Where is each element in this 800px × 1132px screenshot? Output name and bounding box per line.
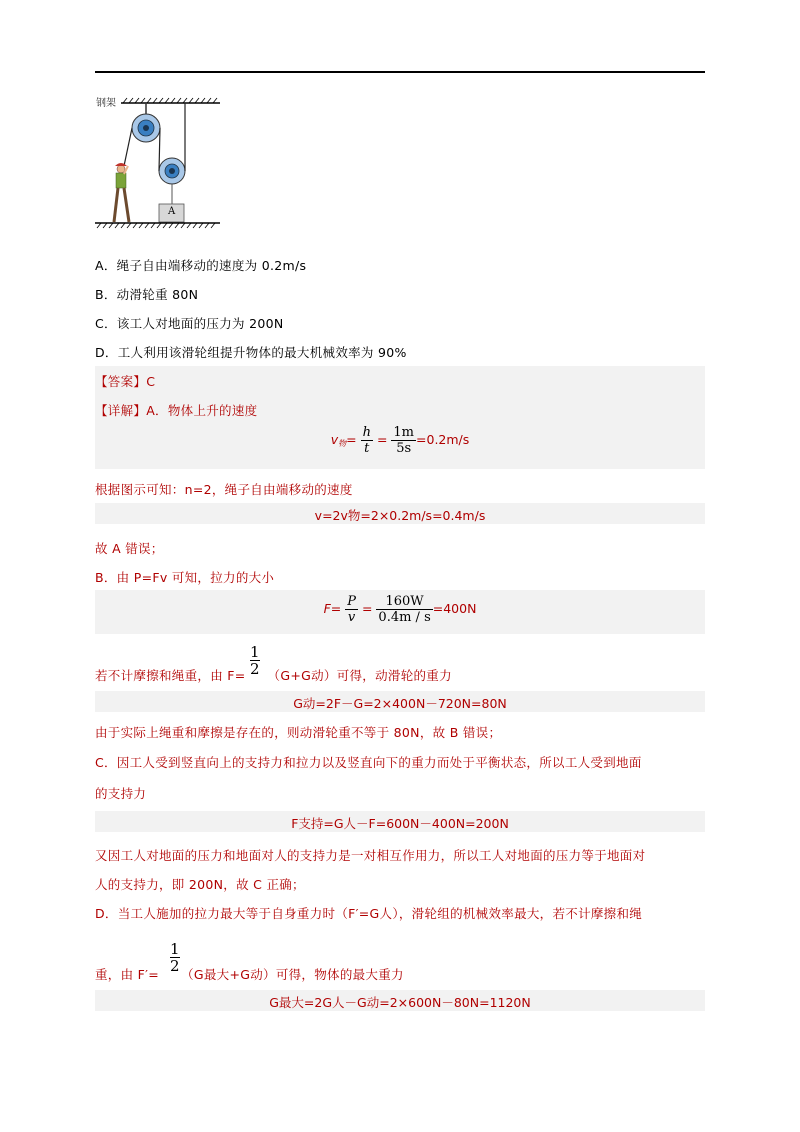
text-n2: 根据图示可知：n=2，绳子自由端移动的速度	[95, 482, 353, 497]
pulley-figure	[95, 96, 220, 238]
equation-velocity: $v_物=$ $\frac{h}{t}$ = $\frac{1m}{5s}$ =0.2m/s	[330, 425, 470, 456]
pulley-diagram	[95, 96, 220, 238]
header-rule	[95, 71, 705, 73]
text-c-correct: 人的支持力，即 200N，故 C 正确；	[95, 877, 305, 892]
text-b-intro: B．由 P=Fv 可知，拉力的大小	[95, 570, 275, 585]
equation-pulley-weight: G动=2F－G=2×400N－720N=80N	[293, 696, 507, 711]
option-c: C．该工人对地面的压力为 200N	[95, 316, 284, 331]
text-c-intro: C．因工人受到竖直向上的支持力和拉力以及竖直向下的重力而处于平衡状态，所以工人受到地面	[95, 755, 642, 770]
answer-line: 【答案】C	[95, 374, 156, 389]
text-d-formula: 重，由 F′= （G最大+G动）可得，物体的最大重力	[95, 967, 404, 982]
option-d: D．工人利用该滑轮组提升物体的最大机械效率为 90%	[95, 345, 407, 360]
half-fraction-2: 1 2	[170, 940, 180, 975]
equation-support-force: F支持=G人－F=600N－400N=200N	[291, 816, 509, 831]
text-c-reaction: 又因工人对地面的压力和地面对人的支持力是一对相互作用力，所以工人对地面的压力等于地面对	[95, 848, 646, 863]
equation-force: F= $\frac{P}{v}$ = $\frac{160W}{0.4m / s}$ =400N	[323, 594, 477, 625]
option-a: A．绳子自由端移动的速度为 0.2m/s	[95, 258, 307, 273]
equation-rope-speed: v=2v物=2×0.2m/s=0.4m/s	[314, 508, 486, 523]
block-a-label: A	[168, 206, 176, 217]
ceiling-label: 钢架	[96, 98, 116, 109]
option-b: B．动滑轮重 80N	[95, 287, 199, 302]
text-b-wrong: 由于实际上绳重和摩擦是存在的，则动滑轮重不等于 80N，故 B 错误；	[95, 725, 502, 740]
half-fraction-1: 1 2	[250, 643, 260, 678]
equation-max-weight: G最大=2G人－G动=2×600N－80N=1120N	[269, 995, 531, 1010]
text-a-wrong: 故 A 错误；	[95, 541, 164, 556]
text-d-intro: D．当工人施加的拉力最大等于自身重力时（F′=G人），滑轮组的机械效率最大，若不计摩擦和绳	[95, 906, 643, 921]
detail-intro: 【详解】A．物体上升的速度	[95, 403, 258, 418]
text-c-support: 的支持力	[95, 786, 147, 801]
text-b-formula: 若不计摩擦和绳重，由 F= （G+G动）可得，动滑轮的重力	[95, 668, 452, 683]
